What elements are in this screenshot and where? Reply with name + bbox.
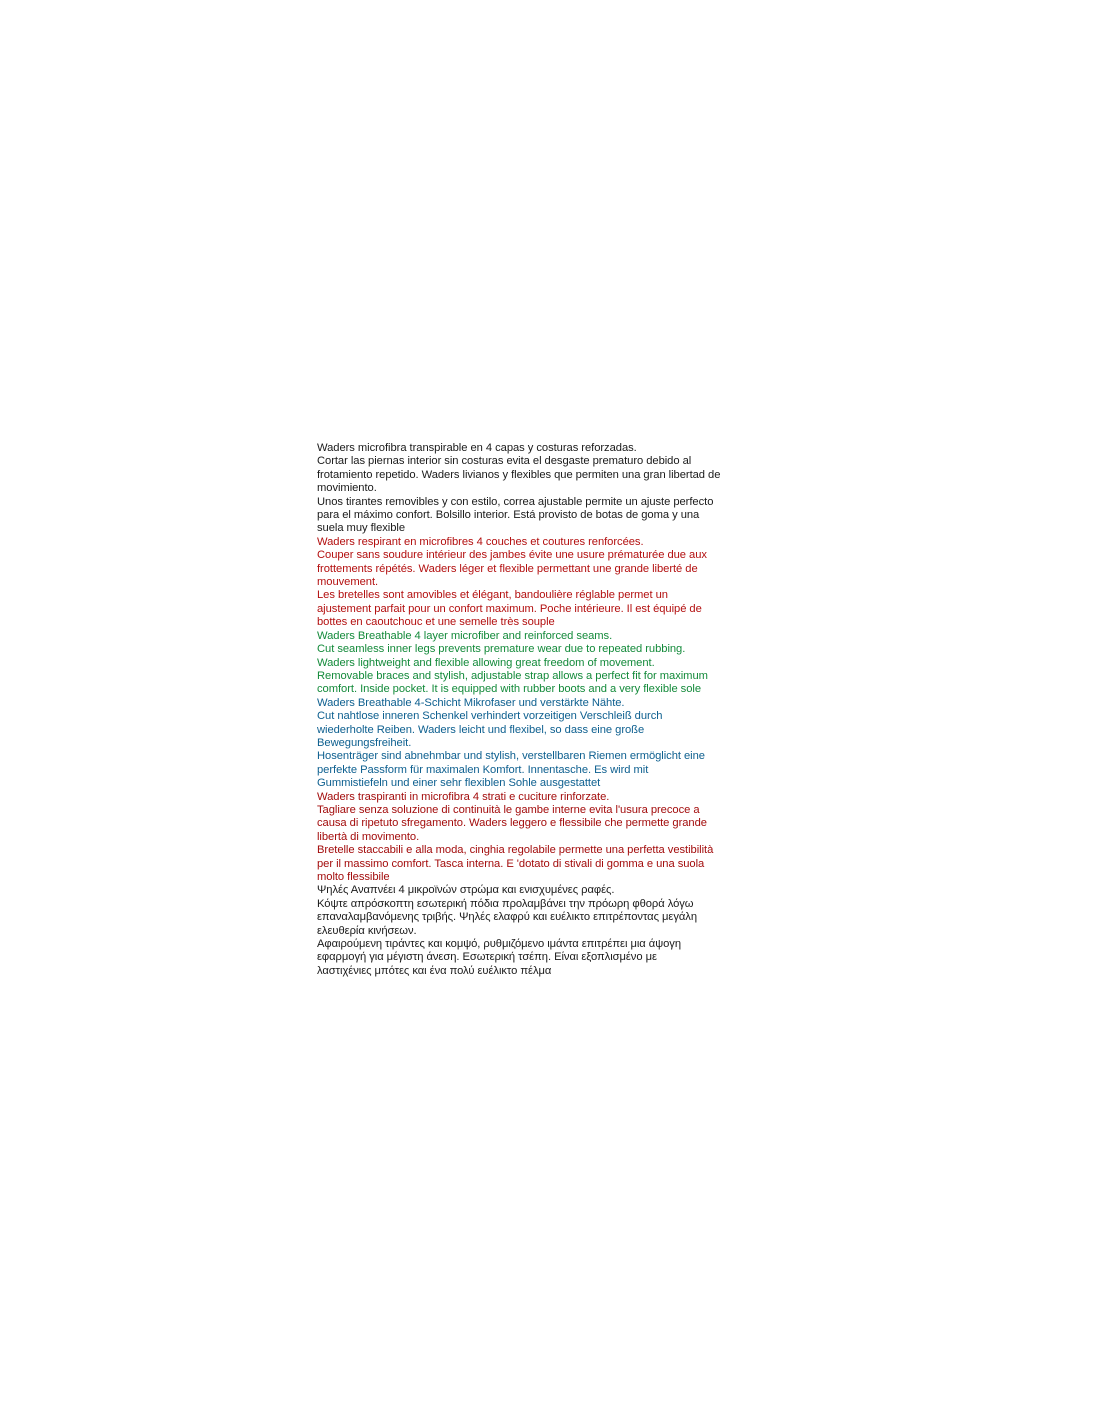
english-description: Waders Breathable 4 layer microfiber and reinforced seams. Cut seamless inner legs prevents premature wear due to repeated rubbing. Waders lightweight and flexible allowing great freedom of movement. Removable braces and stylish, adjustable strap allows a perfect fit for maximum comfort. Inside pocket. It is equipped with rubber boots and a very flexible sole [317,629,708,696]
italian-description: Waders traspiranti in microfibra 4 strati e cuciture rinforzate. Tagliare senza soluzione di continuità le gambe interne evita l'usura precoce a causa di ripetuto sfregamento. Waders leggero e flessibile che permette grande libertà di movimento. Bretelle staccabili e alla moda, cinghia regolabile permette una perfetta vestibilità per il massimo comfort. Tasca interna. E 'dotato di stivali di gomma e una suola molto flessibile [317,790,714,883]
greek-description: Ψηλές Αναπνέει 4 μικροϊνών στρώμα και ενισχυμένες ραφές. Κόψτε απρόσκοπτη εσωτερική πόδια προλαμβάνει την πρόωρη φθορά λόγω επαναλαμβανόμενης τριβής. Ψηλές ελαφρύ και ευέλικτο επιτρέποντας μεγάλη ελευθερία κινήσεων. Αφαιρούμενη τιράντες και κομψό, ρυθμιζόμενο ιμάντα επιτρέπει μια άψογη εφαρμογή για μέγιστη άνεση. Εσωτερική τσέπη. Είναι εξοπλισμένο με λαστιχένιες μπότες και ένα πολύ ευέλικτο πέλμα [317,884,697,977]
french-description: Waders respirant en microfibres 4 couches et coutures renforcées. Couper sans soudure intérieur des jambes évite une usure prématurée due aux frottements répétés. Waders léger et flexible permettant une grande liberté de mouvement. Les bretelles sont amovibles et élégant, bandoulière réglable permet un ajustement parfait pour un confort maximum. Poche intérieure. Il est équipé de bottes en caoutchouc et une semelle très souple [317,535,707,629]
german-description: Waders Breathable 4-Schicht Mikrofaser und verstärkte Nähte. Cut nahtlose inneren Schenkel verhindert vorzeitigen Verschleiß durch wiederholte Reiben. Waders leicht und flexibel, so dass eine große Bewegungsfreiheit. Hosenträger sind abnehmbar und stylish, verstellbaren Riemen ermöglicht eine perfekte Passform für maximalen Komfort. Innentasche. Es wird mit Gummistiefeln und einer sehr flexiblen Sohle ausgestattet [317,696,705,790]
product-description-document [317,442,777,978]
spanish-description: Waders microfibra transpirable en 4 capas y costuras reforzadas. Cortar las piernas interior sin costuras evita el desgaste prematuro debido al frotamiento repetido. Waders livianos y flexibles que permiten una gran libertad de movimiento. Unos tirantes removibles y con estilo, correa ajustable permite un ajuste perfecto para el máximo confort. Bolsillo interior. Está provisto de botas de goma y una suela muy flexible [317,442,721,535]
